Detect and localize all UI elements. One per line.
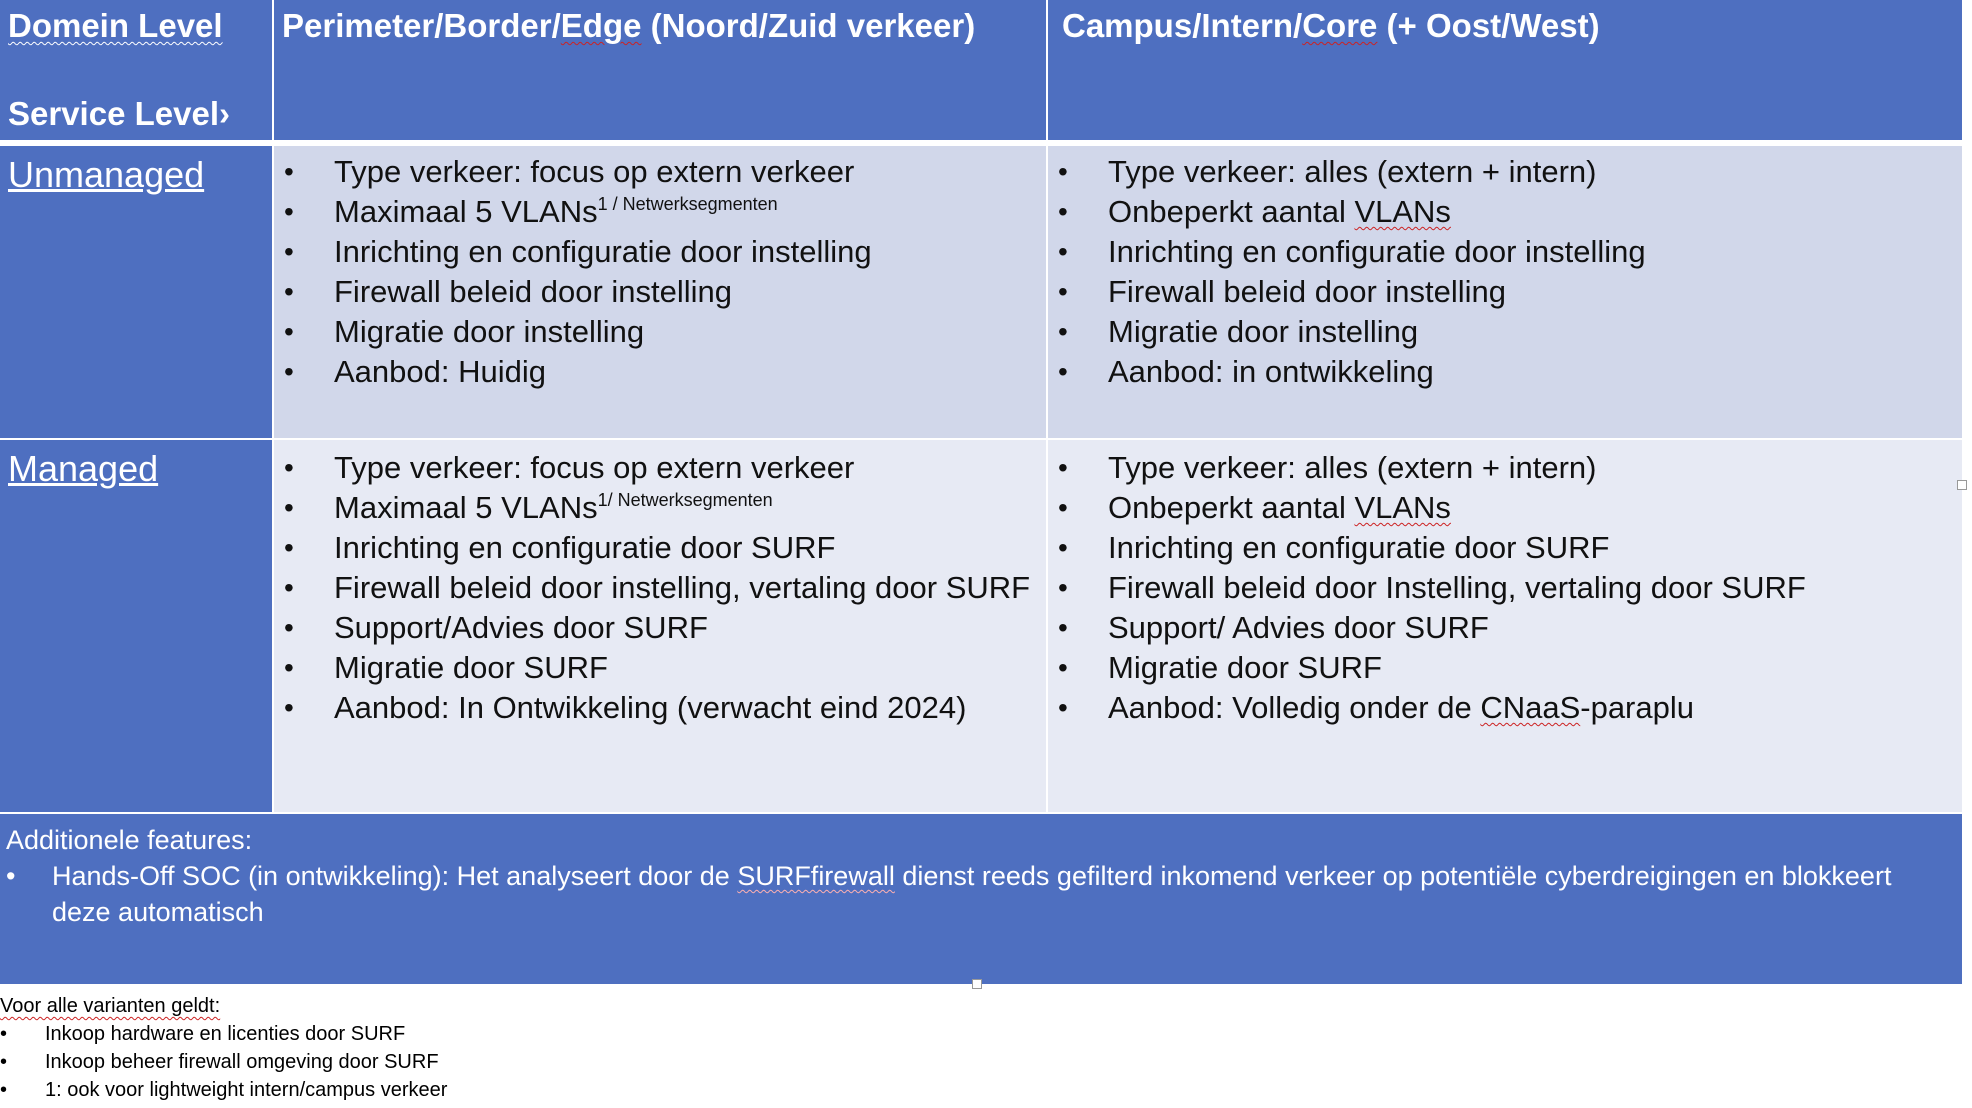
row-label-unmanaged: Unmanaged xyxy=(8,154,205,195)
service-level-label: Service Level› xyxy=(8,95,230,132)
list-item: • Maximaal 5 VLANs$^{1 / Netwerksegmenten}$ xyxy=(274,192,1046,232)
additional-features-label: Additionele features: xyxy=(6,825,253,855)
list-item: • Aanbod: Volledig onder de CNaaS-paraplu xyxy=(1048,688,1962,728)
list-item: • Migratie door SURF xyxy=(1048,648,1962,688)
resize-handle[interactable] xyxy=(972,979,982,989)
header-perimeter-title: Perimeter/Border/Edge (Noord/Zuid verkeer) xyxy=(282,7,976,44)
resize-handle[interactable] xyxy=(1957,480,1967,490)
row-label-managed: Managed xyxy=(8,448,159,489)
list-item: • Firewall beleid door instelling xyxy=(1048,272,1962,312)
list-item: • Inrichting en configuratie door instelling xyxy=(274,232,1046,272)
list-item: • Migratie door instelling xyxy=(274,312,1046,352)
additional-features-cell xyxy=(0,814,1962,984)
managed-perimeter-cell xyxy=(274,440,1046,812)
list-item: • Inkoop beheer firewall omgeving door SURF xyxy=(0,1048,447,1076)
list-item: • Type verkeer: focus op extern verkeer xyxy=(274,448,1046,488)
list-item: • Migratie door SURF xyxy=(274,648,1046,688)
row-label-managed-cell xyxy=(0,440,272,812)
header-campus-cell xyxy=(1048,0,1962,140)
list-item: • Type verkeer: alles (extern + intern) xyxy=(1048,152,1962,192)
row-label-unmanaged-cell xyxy=(0,146,272,438)
list-item: • Onbeperkt aantal VLANs xyxy=(1048,488,1962,528)
list-item: • 1: ook voor lightweight intern/campus verkeer xyxy=(0,1076,447,1104)
list-item: • Aanbod: in ontwikkeling xyxy=(1048,352,1962,392)
notes-section xyxy=(0,992,447,1104)
list-item: • Inrichting en configuratie door SURF xyxy=(1048,528,1962,568)
notes-title: Voor alle varianten geldt: xyxy=(0,995,221,1017)
list-item: • Migratie door instelling xyxy=(1048,312,1962,352)
list-item: • Firewall beleid door instelling xyxy=(274,272,1046,312)
unmanaged-campus-cell xyxy=(1048,146,1962,438)
list-item: • Inrichting en configuratie door SURF xyxy=(274,528,1046,568)
unmanaged-perimeter-cell xyxy=(274,146,1046,438)
list-item: • Support/ Advies door SURF xyxy=(1048,608,1962,648)
list-item: • Maximaal 5 VLANs$^{1/ Netwerksegmenten}$ xyxy=(274,488,1046,528)
list-item: • Type verkeer: alles (extern + intern) xyxy=(1048,448,1962,488)
domain-level-label: Domein Level xyxy=(8,7,223,44)
list-item: • Firewall beleid door Instelling, vertaling door SURF xyxy=(1048,568,1962,608)
list-item: • Inrichting en configuratie door instelling xyxy=(1048,232,1962,272)
managed-perimeter-list xyxy=(274,448,1046,728)
list-item: • Onbeperkt aantal VLANs xyxy=(1048,192,1962,232)
header-campus-title: Campus/Intern/Core (+ Oost/West) xyxy=(1062,7,1600,44)
unmanaged-perimeter-list xyxy=(274,152,1046,392)
additional-feature-item: • Hands-Off SOC (in ontwikkeling): Het analyseert door de SURFfirewall dienst reeds gefilterd inkomend verkeer op potentiële cyberdreigingen en blokkeert deze automatisch xyxy=(0,858,1962,930)
managed-campus-list xyxy=(1048,448,1962,728)
list-item: • Firewall beleid door instelling, vertaling door SURF xyxy=(274,568,1046,608)
list-item: • Aanbod: Huidig xyxy=(274,352,1046,392)
list-item: • Aanbod: In Ontwikkeling (verwacht eind 2024) xyxy=(274,688,1046,728)
header-corner-cell xyxy=(0,0,272,140)
header-perimeter-cell xyxy=(274,0,1046,140)
list-item: • Inkoop hardware en licenties door SURF xyxy=(0,1020,447,1048)
list-item: • Type verkeer: focus op extern verkeer xyxy=(274,152,1046,192)
list-item: • Support/Advies door SURF xyxy=(274,608,1046,648)
managed-campus-cell xyxy=(1048,440,1962,812)
unmanaged-campus-list xyxy=(1048,152,1962,392)
